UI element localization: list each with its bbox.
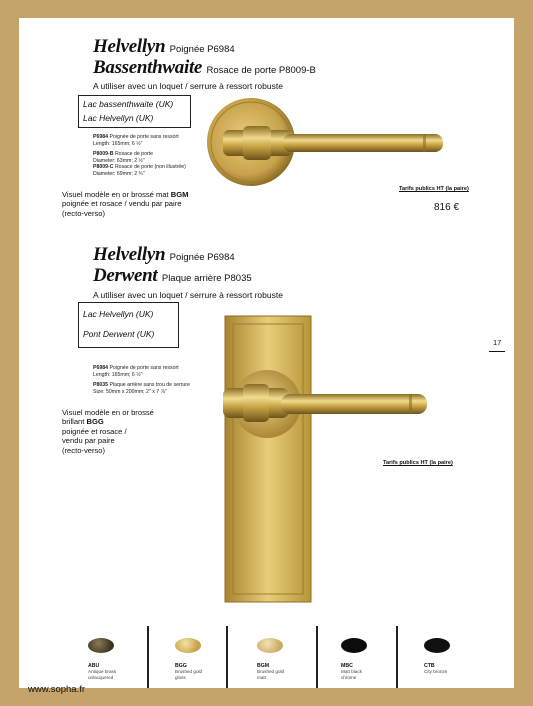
visual-text: (recto-verso) [62,208,106,218]
finish-desc: Brushed gold [257,669,285,674]
origin-line: Lac Helvellyn (UK) [83,309,154,319]
divider [316,626,318,688]
product-ref: Poignée P6984 [169,252,235,263]
product-image-rose-handle [203,94,449,190]
finish-code: BGM [170,190,189,199]
price-heading: Tarifs publics HT (la paire) [383,460,453,466]
spec-block [93,134,213,177]
finish-desc: Antique brass [88,669,117,674]
visual-description [62,190,222,218]
divider [147,626,149,688]
origin-line: Pont Derwent (UK) [83,328,155,339]
finish-code: BGG [175,663,187,669]
product-name: Bassenthwaite [93,57,203,78]
spec-dim: Length: 165mm; 6 ½" [93,371,143,378]
spec-code: P8035 [93,382,109,388]
divider [396,626,398,688]
usage-note: A utiliser avec un loquet / serrure à ressort robuste [93,81,283,91]
finish-code: BGG [86,417,104,427]
finish-swatch-ctb [424,638,494,675]
page-number-rule [489,351,505,352]
visual-text: Visuel modèle en or brossé mat [62,190,169,199]
spec-code: P8009-C [93,164,114,170]
visual-text: poignée et rosace / vendu par paire [62,199,182,209]
finish-desc: chrome [341,674,357,680]
product-ref: Rosace de porte P8009-B [206,65,316,76]
visual-description [62,408,182,455]
finish-desc: gloss [175,674,186,680]
name-origin-box [78,95,191,128]
finish-code: ABU [88,663,100,669]
finish-desc: Matt black [341,669,362,674]
spec-code: P6984 [93,134,109,140]
product-name: Helvellyn [93,36,166,57]
finish-swatch-bgg [175,638,245,680]
catalog-page [19,18,514,626]
visual-text: brillant [62,417,85,427]
product-name: Helvellyn [93,244,166,265]
section1-title-line2 [93,57,316,79]
spec-dim: Length: 165mm; 6 ½" [93,140,143,147]
finish-code: CTB [424,663,435,669]
spec-text: Rosace de porte [114,151,154,157]
spec-text: Plaque arrière sans trou de serrure [109,382,190,388]
spec-code: P8009-B [93,151,114,157]
origin-line: Lac Helvellyn (UK) [83,112,154,123]
section2-title-line2 [93,265,252,287]
spec-dim: Size: 50mm x 200mm; 2" x 7 ⅞" [93,388,167,395]
page-number: 17 [493,338,502,347]
spec-code: P6984 [93,365,109,371]
finish-code: BGM [257,663,270,669]
finish-color-icon [257,638,283,653]
finish-code: MBC [341,663,353,669]
website-link[interactable]: www.sopha.fr [28,684,86,695]
finish-desc: matt [257,674,266,680]
price-value: 816 € [434,202,460,213]
spec-text: Poignée de porte sans ressort [109,365,179,371]
finish-swatch-mbc [341,638,411,680]
spec-text: Poignée de porte sans ressort [109,134,179,140]
spec-dim: Diameter: 69mm; 2 ¾" [93,170,145,177]
finish-desc: Brushed gold [175,669,203,674]
origin-line: Lac bassenthwaite (UK) [83,99,174,109]
finish-color-icon [88,638,114,653]
visual-text: (recto-verso) [62,445,106,455]
name-origin-box [78,302,179,348]
product-ref: Plaque arrière P8035 [161,273,252,284]
divider [226,626,228,688]
finish-color-icon [424,638,450,653]
finish-color-icon [175,638,201,653]
price-heading: Tarifs publics HT (la paire) [399,186,469,192]
finish-desc: unlacquered [88,674,114,680]
product-name: Derwent [93,265,158,286]
usage-note: A utiliser avec un loquet / serrure à ressort robuste [93,290,283,300]
visual-text: Visuel modèle en or brossé [62,408,154,417]
spec-text: Rosace de porte (non illustrée) [114,164,186,170]
finishes-legend [19,626,514,688]
finish-color-icon [341,638,367,653]
visual-text: vendu par paire [62,436,115,446]
product-ref: Poignée P6984 [169,44,235,55]
spec-dim: Diameter: 63mm; 2 ½" [93,157,145,164]
finish-desc: City bronze [424,669,448,674]
visual-text: poignée et rosace / [62,426,127,436]
section1-title-line1 [93,36,235,58]
section2-title-line1 [93,244,235,266]
